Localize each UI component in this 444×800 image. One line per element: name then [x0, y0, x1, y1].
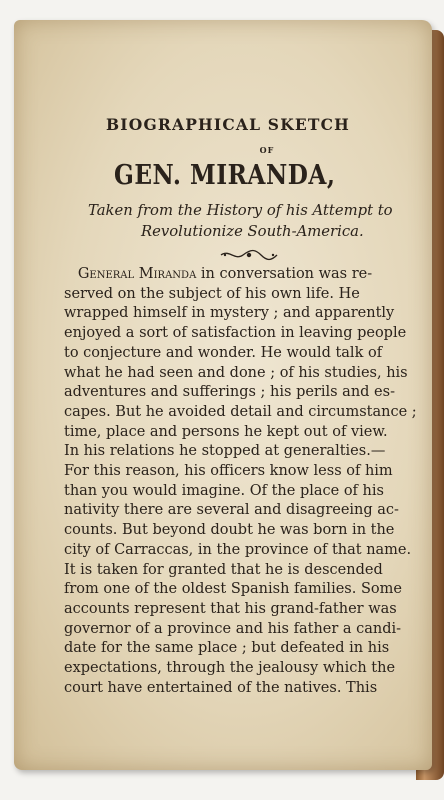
body-line-21: court have entertained of the natives. This [64, 679, 378, 696]
body-line-11: than you would imagine. Of the place of his [64, 482, 384, 499]
body-line-10: For this reason, his officers know less of him [64, 463, 393, 480]
body-line-9: In his relations he stopped at generalties.— [64, 443, 386, 460]
body-line-8: time, place and persons he kept out of view. [64, 423, 388, 440]
body-text [64, 265, 436, 698]
body-line-5: what he had seen and done ; of his studies, his [64, 364, 408, 381]
body-line-2: wrapped himself in mystery ; and apparently [64, 305, 395, 322]
body-line-17: accounts represent that his grand-father was [64, 600, 397, 617]
body-line-16: from one of the oldest Spanish families. Some [64, 581, 402, 598]
body-line-1: served on the subject of his own life. He [64, 285, 360, 302]
body-line-12: nativity there are several and disagreeing ac- [64, 502, 399, 519]
body-line-15: It is taken for granted that he is descended [64, 561, 383, 578]
heading-of: OF [259, 145, 275, 155]
heading-biographical-sketch: BIOGRAPHICAL SKETCH [106, 115, 351, 134]
body-line-18: governor of a province and his father a candi- [64, 620, 402, 637]
book-page [14, 20, 432, 770]
body-line-3: enjoyed a sort of satisfaction in leaving people [64, 325, 407, 342]
ornament-divider [219, 248, 279, 262]
subtitle-line-2: Revolutionize South-America. [141, 223, 364, 240]
opening-rest: in conversation was re- [196, 266, 373, 282]
opening-name: General Miranda [77, 266, 197, 282]
body-line-7: capes. But he avoided detail and circumstance ; [64, 403, 417, 420]
body-line-14: city of Carraccas, in the province of that name. [64, 541, 412, 558]
body-line-0 [64, 265, 436, 285]
body-line-19: date for the same place ; but defeated in his [64, 640, 390, 657]
heading-name: GEN. MIRANDA, [114, 160, 336, 191]
body-line-6: adventures and sufferings ; his perils and es- [64, 384, 395, 401]
body-line-13: counts. But beyond doubt he was born in the [64, 522, 395, 539]
body-line-20: expectations, through the jealousy which the [64, 660, 396, 677]
subtitle-line-1: Taken from the History of his Attempt to [88, 202, 393, 219]
body-line-4: to conjecture and wonder. He would talk of [64, 344, 383, 361]
